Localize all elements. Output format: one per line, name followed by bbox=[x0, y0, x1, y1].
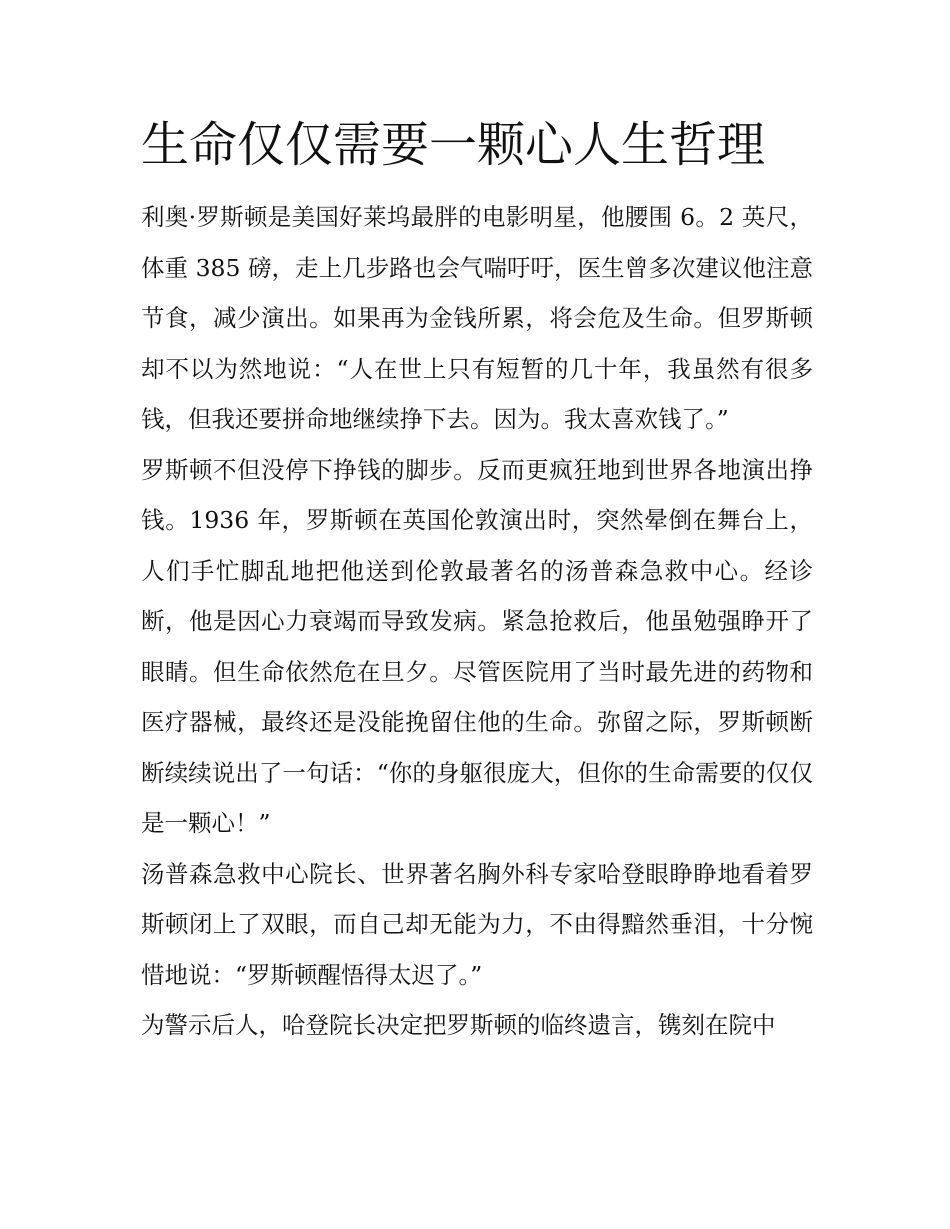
paragraph: 利奥·罗斯顿是美国好莱坞最胖的电影明星，他腰围 6。2 英尺，体重 385 磅，走上几步路也会气喘吁吁，医生曾多次建议他注意节食，减少演出。如果再为金钱所累，将会危及生命。但罗斯顿却不以为然地说：“人在世上只有短暂的几十年，我虽然有很多钱，但我还要拼命地继续挣下去。因为。我太喜欢钱了。” bbox=[141, 203, 813, 433]
paragraph: 汤普森急救中心院长、世界著名胸外科专家哈登眼睁睁地看着罗斯顿闭上了双眼，而自己却无能为力，不由得黯然垂泪，十分惋惜地说：“罗斯顿醒悟得太迟了。” bbox=[141, 859, 813, 989]
paragraph: 罗斯顿不但没停下挣钱的脚步。反而更疯狂地到世界各地演出挣钱。1936 年，罗斯顿在英国伦敦演出时，突然晕倒在舞台上，人们手忙脚乱地把他送到伦敦最著名的汤普森急救中心。经诊断，他是因心力衰竭而导致发病。紧急抢救后，他虽勉强睁开了眼睛。但生命依然危在旦夕。尽管医院用了当时最先进的药物和医疗器械，最终还是没能挽留住他的生命。弥留之际，罗斯顿断断续续说出了一句话：“你的身躯很庞大，但你的生命需要的仅仅是一颗心！” bbox=[141, 455, 813, 837]
document-page bbox=[141, 112, 813, 1051]
document-title: 生命仅仅需要一颗心人生哲理 bbox=[141, 117, 766, 173]
paragraph: 为警示后人，哈登院长决定把罗斯顿的临终遗言，镌刻在院中 bbox=[141, 1011, 776, 1039]
document-body bbox=[141, 192, 813, 1051]
